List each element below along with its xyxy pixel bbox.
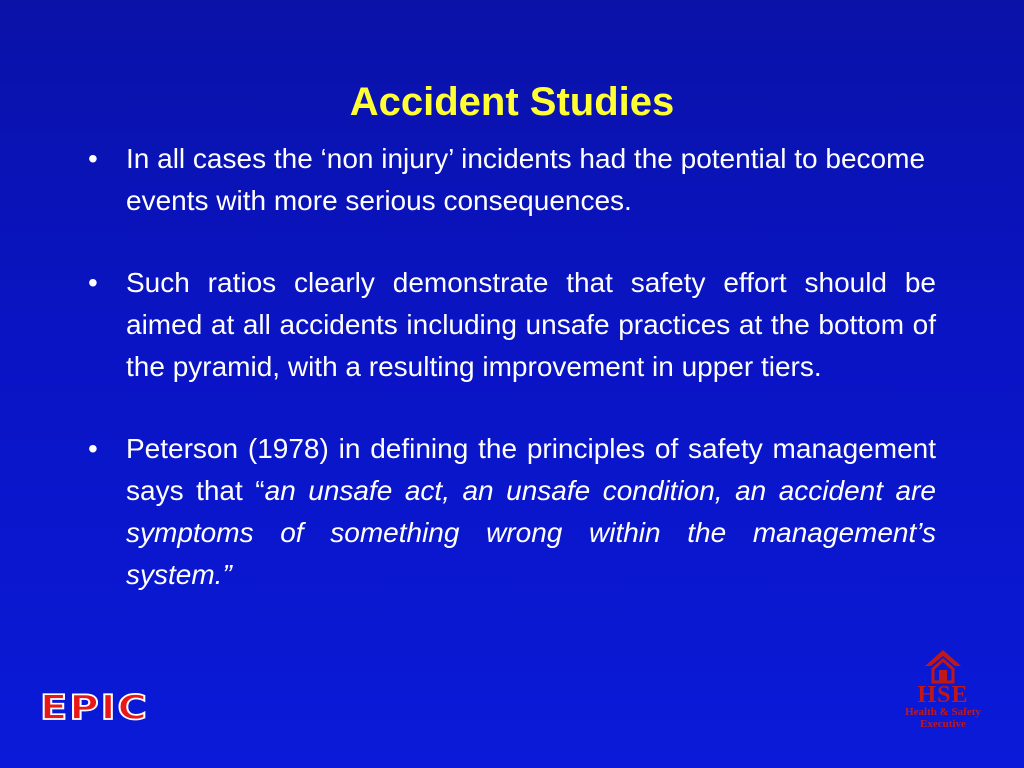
bullet-text-quote: an unsafe act, an unsafe condition, an accident are symptoms of something wrong within the management’s system.”	[126, 475, 936, 590]
bullet-text: Such ratios clearly demonstrate that safety effort should be aimed at all accidents including unsafe practices at the bottom of the pyramid, with a resulting improvement in upper tiers.	[126, 267, 936, 382]
bullet-text	[126, 428, 936, 596]
bullet-text: In all cases the ‘non injury’ incidents had the potential to become events with more serious consequences.	[126, 143, 926, 216]
epic-logo: EPIC	[40, 688, 149, 728]
bullet-text-plain: Peterson (1978) in defining the principles of safety management says that “	[126, 433, 936, 506]
bullet-item	[84, 428, 936, 596]
bullet-list	[84, 138, 936, 596]
bullet-marker: •	[88, 267, 98, 298]
hse-line2: Executive	[920, 718, 966, 730]
bullet-item	[84, 262, 936, 388]
hse-emblem-icon	[923, 648, 963, 684]
hse-abbrev: HSE	[917, 682, 969, 708]
bullet-item	[84, 138, 936, 222]
bullet-marker: •	[88, 143, 98, 174]
hse-line1: Health & Safety	[905, 706, 981, 718]
bullet-marker: •	[88, 433, 98, 464]
hse-logo	[888, 648, 998, 748]
slide-title: Accident Studies	[349, 80, 675, 124]
